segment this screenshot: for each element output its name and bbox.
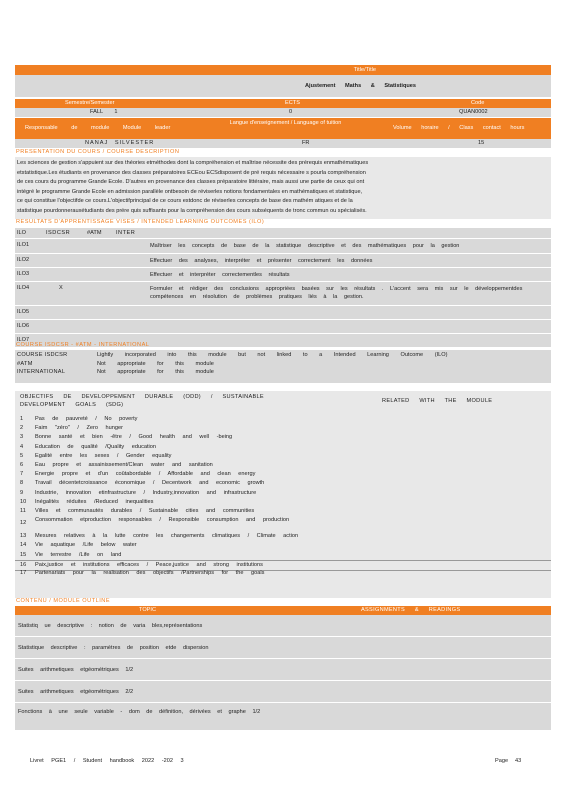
ects-value: 0: [289, 109, 293, 115]
footer-page-label: Page: [495, 758, 509, 764]
sdg-item: [15, 489, 551, 498]
presentation-line: etstatistique.Les étudiants en provenance des classes préparatoires ECEou ECSdisposent de pré requis nécessaire s pourla compréhension: [17, 169, 366, 176]
ilo-col-atm: #ATM: [87, 230, 102, 236]
sdg-text: Partenariats pour la realisation des objectifs /Partnerships for the goals: [35, 570, 265, 576]
sdg-text: Faim "zéro" / Zero hunger: [35, 425, 123, 432]
sdg-number: 17: [20, 570, 27, 576]
ilo-id: ILO4: [17, 285, 30, 291]
sdg-item: [15, 470, 551, 479]
sdg-item: [15, 507, 551, 516]
responsible-value: NANAJ SILVESTER: [85, 140, 155, 146]
content-header-row: [15, 606, 551, 615]
sdg-text: Pas de pauvreté / No poverty: [35, 416, 138, 422]
ilo-col-inter: INTER: [116, 230, 136, 236]
ilo-id: ILO2: [17, 257, 30, 263]
meta-value-row: [15, 108, 551, 117]
sdg-item: [15, 415, 551, 424]
topic-text: Statistiq ue descriptive : notion de varia bles,représentations: [18, 623, 203, 629]
ilo-id: ILO3: [17, 271, 30, 277]
presentation-line: intégré le programme Grande Ecole en admission parallèle ontbesoin de réviserles notions fondamentales en mathématiques et statistique,: [17, 188, 363, 195]
sdg-number: 13: [20, 533, 27, 540]
topic-row: [15, 703, 551, 731]
sdg-number: 9: [20, 489, 24, 496]
topic-row: [15, 615, 551, 637]
topic-text: Statistique descriptive : paramètres de position etde dispersion: [18, 645, 209, 651]
sdg-item: [15, 461, 551, 470]
sdg-text: Mesures relatives à la lutte contre les changements climatiques / Climate action: [35, 533, 299, 540]
ilo-row: [15, 306, 551, 320]
presentation-line: de ces cours du programme Grande Ecole. D'autres en provenance des classes préparatoire littéraire, mais aussi une partie de ceux qui ont: [17, 179, 365, 186]
sdg-number: 6: [20, 462, 24, 468]
ilo-row: [15, 254, 551, 268]
sdg-text: Industrie, innovation etinfrastructure / Industry,innovation and infrastructure: [35, 489, 257, 496]
sdg-item: [15, 569, 551, 578]
topic-text: Suites arithmetiques etgéométriques 2/2: [18, 689, 134, 695]
sdg-item: [15, 452, 551, 461]
title-value-bar: [15, 75, 551, 97]
ilo-text: Formuler et rédiger des conclusions appropriées basées sur les résultats . L'accent sera mis sur le développementdes compétences en résolution de problèmes pratiques liés à la gestion.: [150, 286, 523, 300]
ilo-col-ilo: ILO: [17, 230, 27, 236]
ilo-text: Effectuer et interpréter correctementles résultats: [150, 272, 290, 278]
ilo-row: [15, 239, 551, 254]
sdg-number: 5: [20, 452, 24, 459]
ilo-heading: RESULTATS D'APPRENTISSAGE VISES / INTENDED LEARNING OUTCOMES (ILO): [16, 219, 265, 225]
sdg-heading-1: OBJECTIFS DE DEVELOPPEMENT DURABLE (ODD) / SUSTAINABLE: [20, 394, 264, 400]
sdg-item: [15, 424, 551, 433]
course-row-text: Lightly incorporated into this module but not linked to a Intended Learning Outcome (ILO): [97, 352, 448, 358]
sdg-text: Eau propre et assainissement/Clean water and sanitation: [35, 462, 213, 468]
presentation-body: [15, 157, 551, 219]
topic-row: [15, 659, 551, 681]
ilo-col-isdcsr: ISDCSR: [46, 230, 71, 236]
sdg-number: 1: [20, 416, 24, 422]
ilo-row: [15, 282, 551, 306]
sdg-item: [15, 443, 551, 452]
semester-label: Semestre/Semester: [65, 100, 115, 106]
ilo-id: ILO7: [17, 337, 30, 343]
sdg-block: [15, 391, 551, 598]
sdg-number: 15: [20, 551, 27, 558]
ilo-row: [15, 320, 551, 334]
course-row-label: INTERNATIONAL: [17, 369, 66, 375]
sdg-item: [15, 498, 551, 507]
ilo-id: ILO1: [17, 242, 30, 248]
sdg-heading-2: DEVELOPMENT GOALS (SDG): [20, 402, 124, 408]
ilo-text: Effectuer des analyses, interpréter et présenter correctement les données: [150, 258, 373, 264]
sdg-text: Inégalités réduites /Reduced inequalities: [35, 498, 154, 505]
topic-label: TOPIC: [139, 607, 156, 613]
sdg-text: Travail décentetcroissance économique / Decentwork and economic growth: [35, 480, 265, 487]
ects-label: ECTS: [285, 100, 300, 106]
sdg-item: [15, 516, 551, 532]
topic-text: Suites arithmetiques etgéométriques 1/2: [18, 667, 134, 673]
responsible-header-row: [15, 118, 551, 139]
hours-value: 15: [478, 140, 485, 146]
footer-page-number: 43: [515, 758, 522, 764]
presentation-line: statistique pourdonnerauxétudiants des prére quis suffisants pour la compréhension des cours subséquents de tronc commun ou spécialisés.: [17, 207, 367, 214]
presentation-line: Les sciences de gestion s'appuient sur des théories etméthodes dont la compréhension et maîtrise nécessite des prérequis enmathématiques: [17, 160, 369, 166]
sdg-item: [15, 433, 551, 442]
sdg-number: 4: [20, 443, 24, 450]
language-value: FR: [302, 140, 310, 146]
semester-value: FALL 1: [90, 109, 118, 115]
ilo-row: [15, 268, 551, 282]
course-row-text: Not appropriate for this module: [97, 369, 214, 375]
sdg-text: Paix,justice et institutions efficaces / Peace,justice and strong institutions: [35, 561, 263, 568]
sdg-item: [15, 541, 551, 550]
sdg-number: 8: [20, 480, 24, 487]
language-label: Langue d'enseignement / Language of tuition: [229, 120, 342, 126]
presentation-heading: PRESENTATION DU COURS / COURSE DESCRIPTION: [16, 149, 180, 155]
course-row-text: Not appropriate for this module: [97, 360, 214, 367]
sdg-text: Education de qualité /Quality education: [35, 443, 157, 450]
course-heading: COURSE ISDCSR - #ATM - INTERNATIONAL: [16, 342, 150, 348]
ilo-header-row: [15, 228, 551, 239]
ilo-id: ILO5: [17, 309, 30, 315]
sdg-item: [15, 532, 551, 541]
responsible-label: Responsable de module Module leader: [25, 125, 171, 131]
footer-left: Livret PGE1 / Student handbook 2022 -202 3: [30, 758, 184, 764]
meta-header-row: [15, 99, 551, 108]
content-heading: CONTENU / MODULE OUTLINE: [16, 598, 111, 604]
ilo-mark: X: [59, 285, 63, 291]
sdg-text: Consommation etproduction responsables / Responsible consumption and production: [35, 517, 290, 524]
sdg-text: Vie aquatique /Life below water: [35, 542, 137, 549]
title-label-bar: [15, 65, 551, 75]
topic-row: [15, 637, 551, 659]
sdg-number: 12: [20, 520, 27, 527]
sdg-number: 11: [20, 508, 26, 514]
ilo-text: Maîtriser les concepts de base de la statistique descriptive et des mathématiques pour la gestion: [150, 243, 460, 249]
sdg-number: 3: [20, 434, 24, 441]
topic-text: Fonctions à une seule variable - dom de définition, dérivées et graphe 1/2: [18, 709, 261, 715]
sdg-text: Energie propre et d'un coûtabordable / Affordable and clean energy: [35, 471, 256, 478]
sdg-text: Egalité entre les sexes / Gender equality: [35, 452, 172, 459]
sdg-number: 16: [20, 561, 27, 568]
sdg-number: 10: [20, 498, 27, 505]
presentation-line: ce qui constitue l'objectifde ce cours.L'objectifprincipal de ce cours estdonc de réviserles concepts de base des mathém atiques et de la: [17, 198, 353, 205]
course-title: Ajustement Maths & Statistiques: [305, 83, 417, 89]
assignments-label: ASSIGNMENTS & READINGS: [361, 607, 461, 613]
title-label: Title/Title: [353, 67, 376, 73]
sdg-number: 14: [20, 542, 27, 549]
course-row-label: COURSE ISDCSR: [17, 352, 68, 358]
course-row-label: #ATM: [17, 360, 33, 367]
ilo-id: ILO6: [17, 323, 30, 329]
sdg-number: 7: [20, 471, 24, 478]
code-label: Code: [471, 100, 485, 106]
sdg-text: Villes et communautés durables / Sustainable cities and communities: [35, 508, 255, 514]
sdg-item: [15, 551, 551, 560]
sdg-text: Vie terrestre /Life on land: [35, 551, 122, 558]
code-value: QUAN0002: [459, 109, 488, 115]
sdg-item: [15, 479, 551, 488]
responsible-value-row: [15, 139, 551, 148]
course-block: [15, 350, 551, 383]
hours-label: Volume horaire / Class contact hours: [393, 125, 525, 131]
sdg-related: RELATED WITH THE MODULE: [382, 398, 493, 404]
sdg-text: Bonne santé et bien -être / Good health and well -being: [35, 434, 233, 441]
topic-row: [15, 681, 551, 703]
sdg-number: 2: [20, 425, 24, 432]
